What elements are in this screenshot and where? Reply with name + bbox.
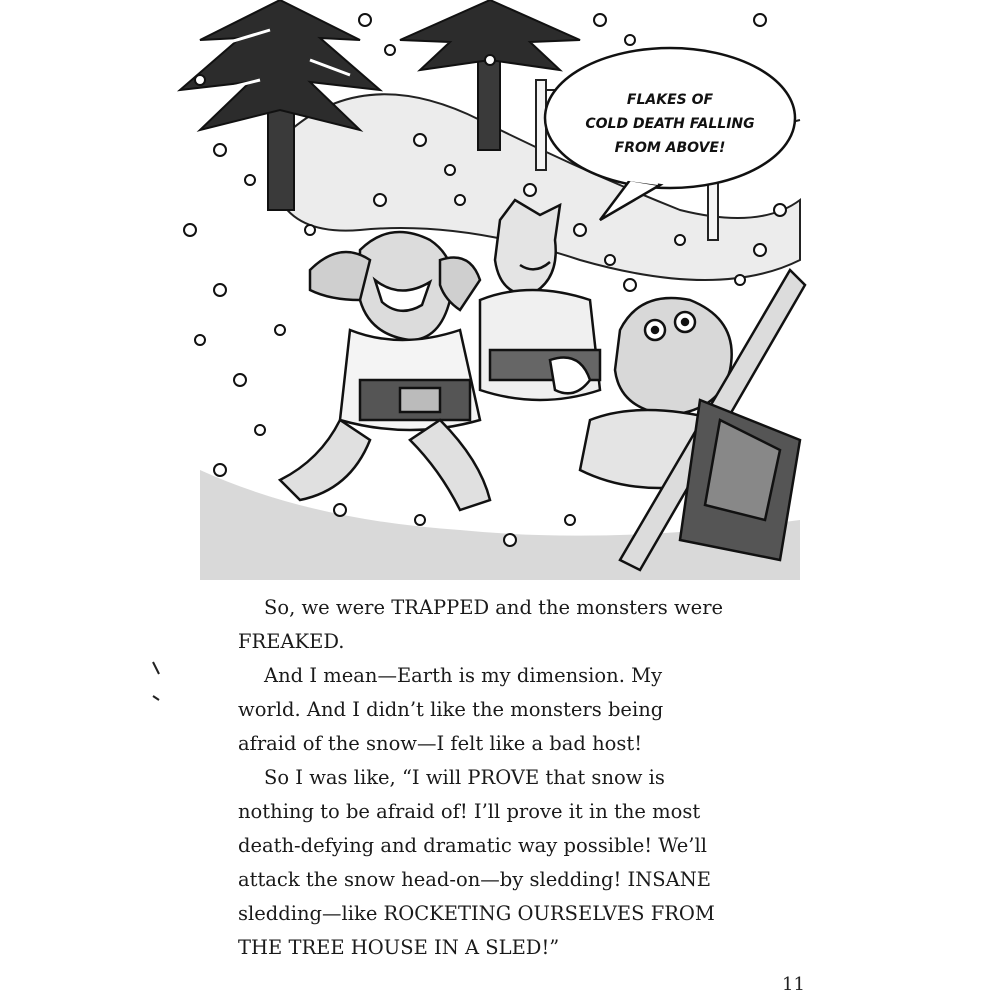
margin-tick-mark	[150, 690, 162, 706]
text-line: sledding—like ROCKETING OURSELVES FROM	[238, 902, 715, 925]
text-line: nothing to be afraid of! I’ll prove it in the most	[238, 800, 701, 823]
text-line: death-defying and dramatic way possible! We’ll	[238, 834, 707, 857]
page-number: 11	[782, 974, 805, 995]
text-line: And I mean—Earth is my dimension. My	[264, 664, 663, 687]
text-line: afraid of the snow—I felt like a bad host!	[238, 732, 643, 755]
speech-bubble-line-3: FROM ABOVE!	[614, 140, 726, 156]
margin-tick-mark	[150, 660, 162, 676]
text-line: THE TREE HOUSE IN A SLED!”	[238, 936, 560, 959]
text-line: So I was like, “I will PROVE that snow is	[264, 766, 665, 789]
text-line: attack the snow head-on—by sledding! INSANE	[238, 868, 712, 891]
paragraph-1	[238, 591, 778, 659]
speech-bubble-line-2: COLD DEATH FALLING	[585, 116, 755, 132]
text-line: world. And I didn’t like the monsters being	[238, 698, 664, 721]
speech-bubble-line-1: FLAKES OF	[626, 92, 714, 108]
paragraph-3	[238, 761, 778, 965]
monster-screaming	[280, 232, 490, 510]
comic-illustration	[160, 0, 810, 580]
text-line: So, we were TRAPPED and the monsters were	[264, 596, 724, 619]
paragraph-2	[238, 659, 778, 761]
body-text	[238, 591, 778, 965]
text-line: FREAKED.	[238, 630, 345, 653]
